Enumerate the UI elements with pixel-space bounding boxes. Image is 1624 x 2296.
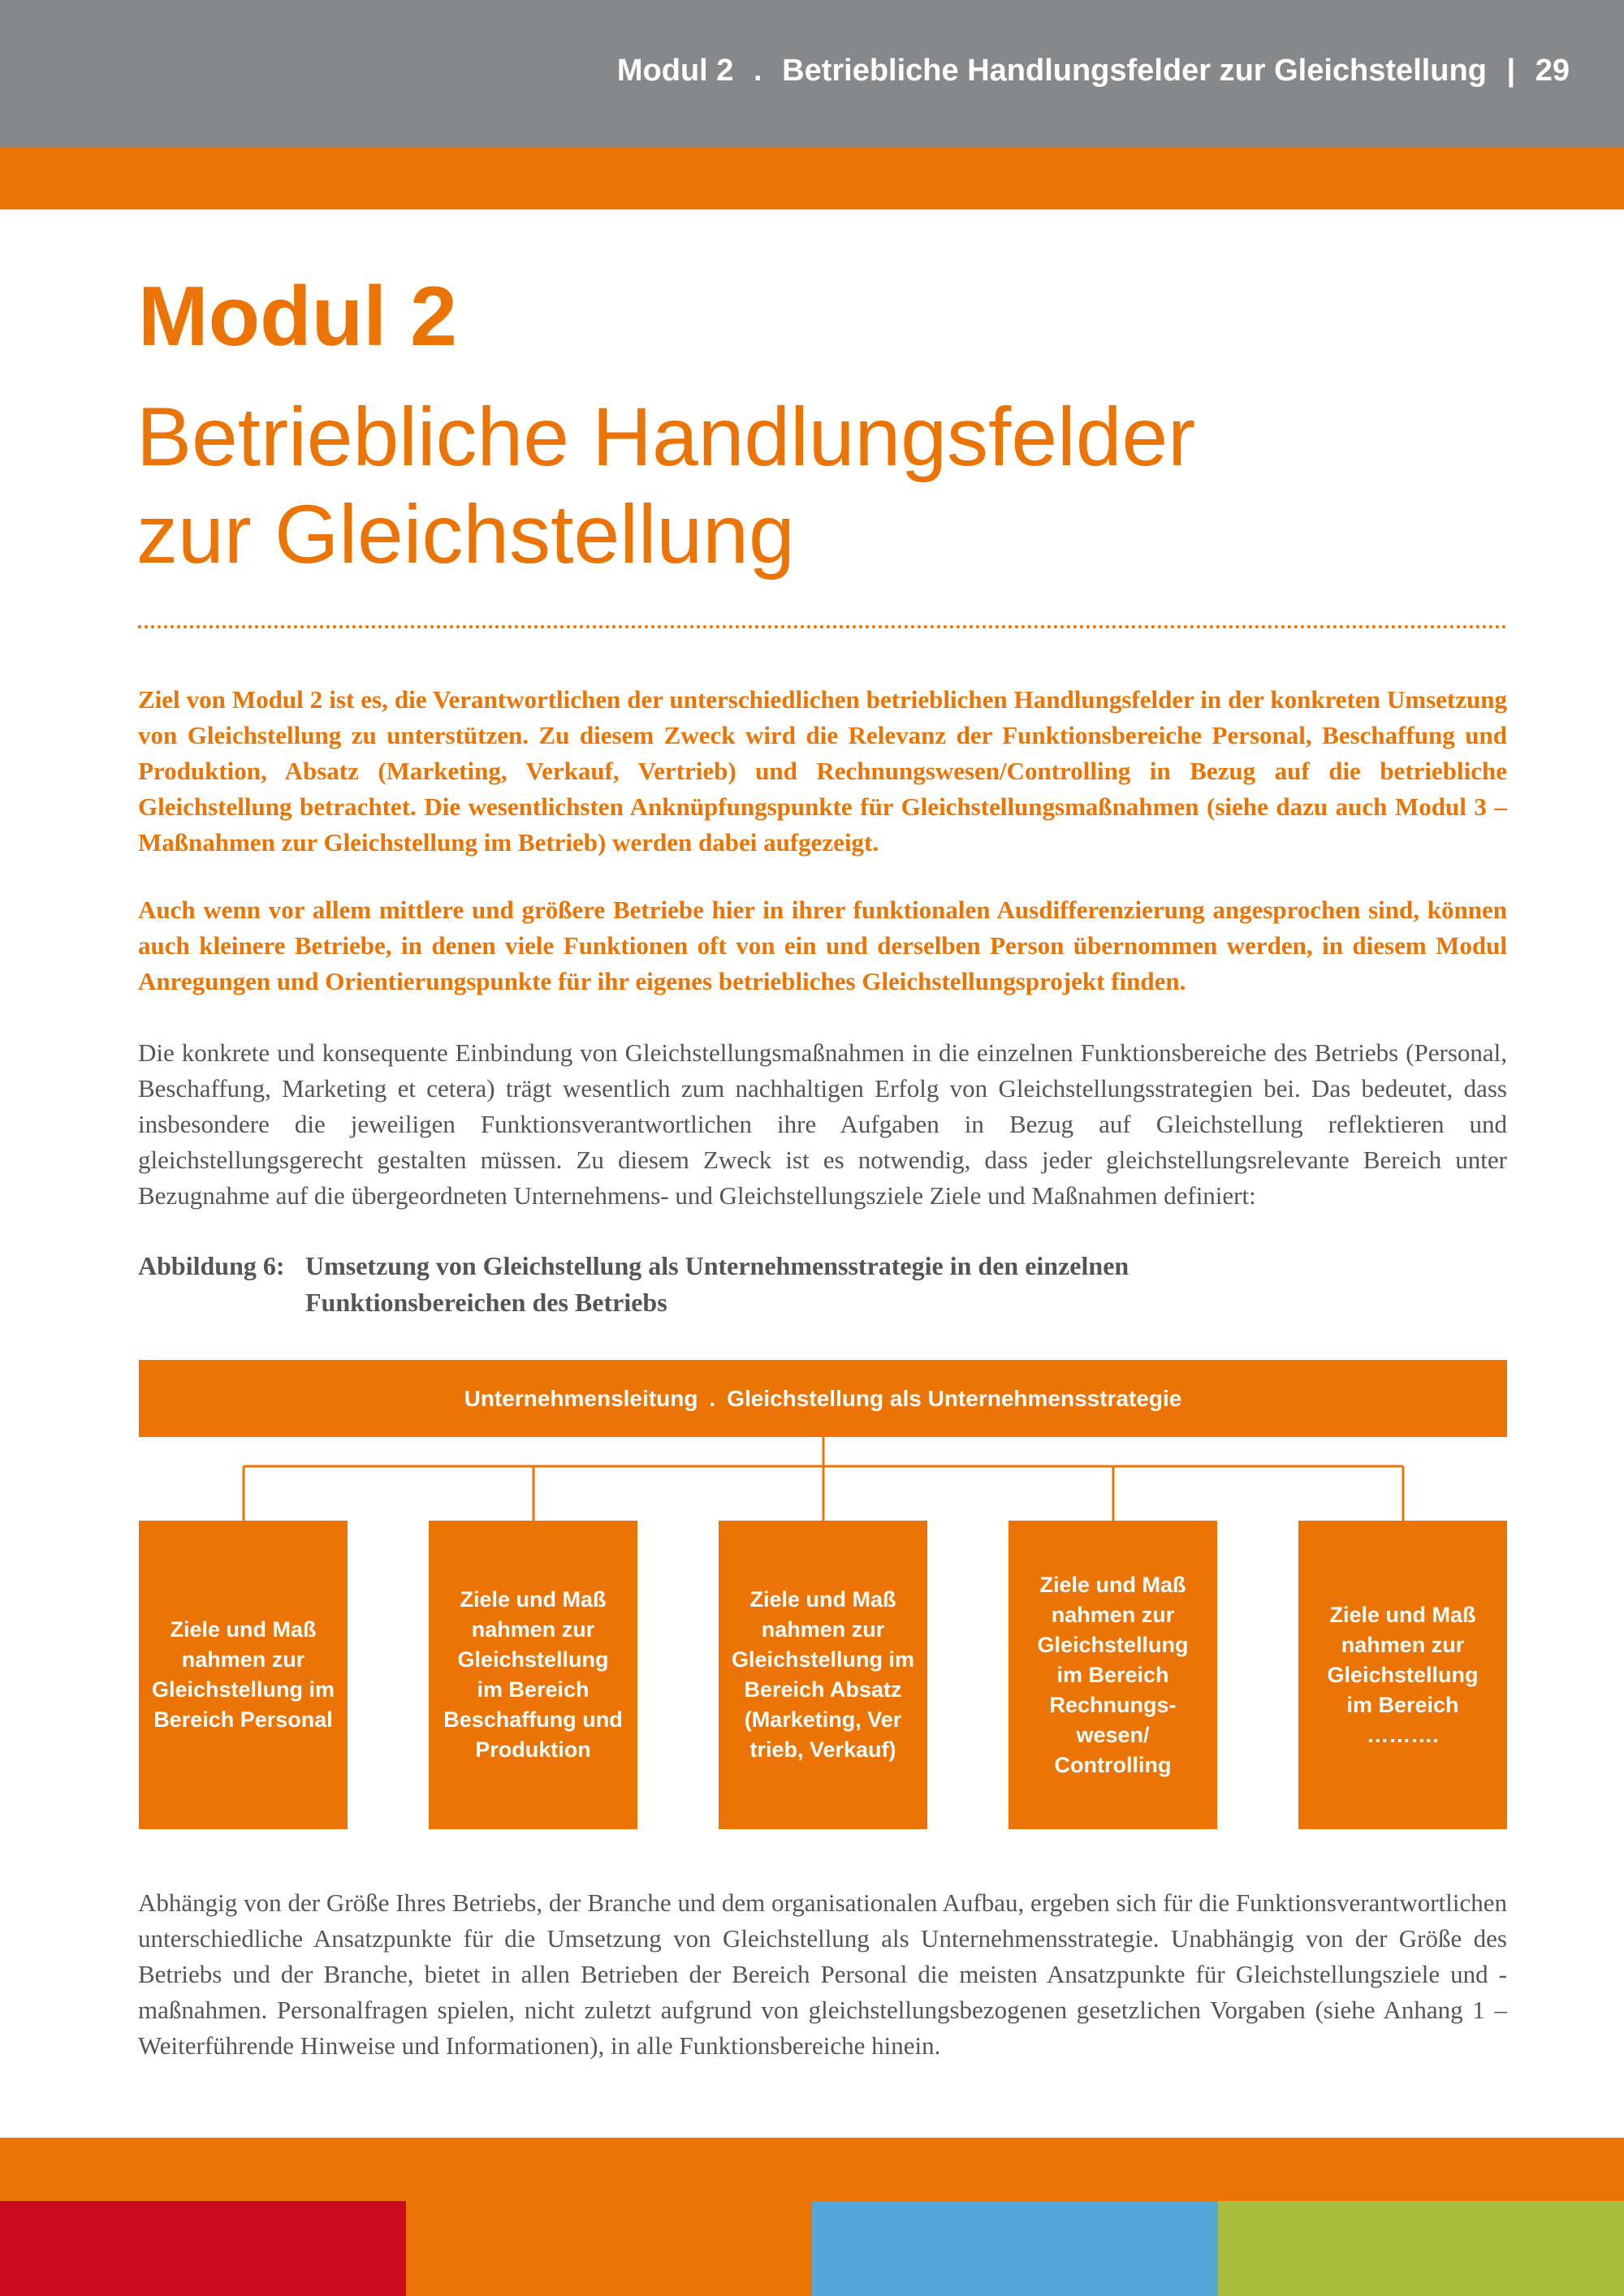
figure-title-line-1: Umsetzung von Gleichstellung als Unternehmensstrategie in den einzelnen bbox=[305, 1251, 1129, 1280]
running-head-pipe: | bbox=[1506, 54, 1516, 88]
function-box-beschaffung: Ziele und Maß nahmen zur Gleichstellung im Bereich Beschaffung und Produktion bbox=[429, 1521, 637, 1829]
body-paragraph-1: Die konkrete und konsequente Einbindung von Gleichstellungsmaßnahmen in die einzelnen Funktionsbereiche des Betriebs (Personal, Beschaffung, Marketing et cetera) trägt wesentlich zum nachhaltigen Erfolg von Gleichstellungsstrategien bei. Das bedeutet, dass insbesondere die jeweiligen Funktionsverantwortlichen ihre Aufgaben in Bezug auf Gleichstellung reflektieren und gleichstellungsgerecht gestalten müssen. Zu diesem Zweck ist es notwendig, dass jeder gleichstellungsrelevante Bereich unter Bezugnahme auf die übergeordneten Unternehmens- und Gleichstellungsziele Ziele und Maßnahmen definiert: bbox=[138, 1038, 1507, 1210]
page-number: 29 bbox=[1535, 54, 1570, 88]
function-box-other: Ziele und Maß nahmen zur Gleichstellung im Bereich ………. bbox=[1298, 1521, 1507, 1829]
running-head-dot: . bbox=[754, 54, 762, 88]
org-top-dot: . bbox=[709, 1385, 716, 1411]
module-title: Modul 2 bbox=[138, 270, 457, 364]
org-top-left-text: Unternehmensleitung bbox=[464, 1385, 698, 1411]
function-box-personal: Ziele und Maß nahmen zur Gleichstellung im Bereich Personal bbox=[139, 1521, 348, 1829]
function-box-absatz: Ziele und Maß nahmen zur Gleichstellung im Bereich Absatz (Marketing, Ver trieb, Verkauf) bbox=[719, 1521, 927, 1829]
figure-label: Abbildung 6: bbox=[138, 1251, 285, 1280]
figure-title-line-2: Funktionsbereichen des Betriebs bbox=[305, 1288, 667, 1317]
body-paragraph-2: Abhängig von der Größe Ihres Betriebs, der Branche und dem organisationalen Aufbau, ergeben sich für die Funktionsverantwortlichen unterschiedliche Ansatzpunkte für die Umsetzung von Gleichstellung als Unternehmensstrategie. Unabhängig von der Größe des Betriebs und der Branche, bietet in allen Betrieben der Bereich Personal die meisten Ansatzpunkte für Gleichstellungsziele und -maßnahmen. Personalfragen spielen, nicht zuletzt aufgrund von gleichstellungsbezogenen gesetzlichen Vorgaben (siehe Anhang 1 – Weiterführende Hinweise und Informationen), in alle Funktionsbereiche hinein. bbox=[138, 1888, 1507, 2060]
footer-green-block bbox=[1218, 2201, 1624, 2296]
subtitle-line-2: zur Gleichstellung bbox=[136, 488, 795, 581]
intro-paragraph-2: Auch wenn vor allem mittlere und größere Betriebe hier in ihrer funktionalen Ausdifferenzierung angesprochen sind, können auch kleinere Betriebe, in denen viele Funktionen oft von ein und derselben Person übernommen werden, in diesem Modul Anregungen und Orientierungspunkte für ihr eigenes betriebliches Gleichstellungsprojekt finden. bbox=[138, 896, 1507, 995]
running-head-module: Modul 2 bbox=[616, 54, 734, 88]
intro-paragraph-1: Ziel von Modul 2 ist es, die Verantwortlichen der unterschiedlichen betrieblichen Handlungsfelder in der konkreten Umsetzung von Gleichstellung zu unterstützen. Zu diesem Zweck wird die Relevanz der Funktionsbereiche Personal, Beschaffung und Produktion, Absatz (Marketing, Verkauf, Vertrieb) und Rechnungswesen/Controlling in Bezug auf die betriebliche Gleichstellung betrachtet. Die wesentlichsten Anknüpfungspunkte für Gleichstellungsmaßnahmen (siehe dazu auch Modul 3 – Maßnahmen zur Gleichstellung im Betrieb) werden dabei aufgezeigt. bbox=[138, 685, 1507, 857]
subtitle-line-1: Betriebliche Handlungsfelder bbox=[136, 391, 1196, 483]
footer-orange-block bbox=[406, 2201, 812, 2296]
org-top-right-text: Gleichstellung als Unternehmensstrategie bbox=[727, 1385, 1182, 1411]
function-box-rechnungswesen: Ziele und Maß nahmen zur Gleichstellung im Bereich Rechnungs- wesen/ Controlling bbox=[1009, 1521, 1217, 1829]
running-head-title: Betriebliche Handlungsfelder zur Gleichstellung bbox=[782, 54, 1487, 88]
footer-blue-block bbox=[812, 2201, 1218, 2296]
footer-orange-stripe bbox=[0, 2138, 1624, 2201]
footer-red-block bbox=[0, 2201, 406, 2296]
